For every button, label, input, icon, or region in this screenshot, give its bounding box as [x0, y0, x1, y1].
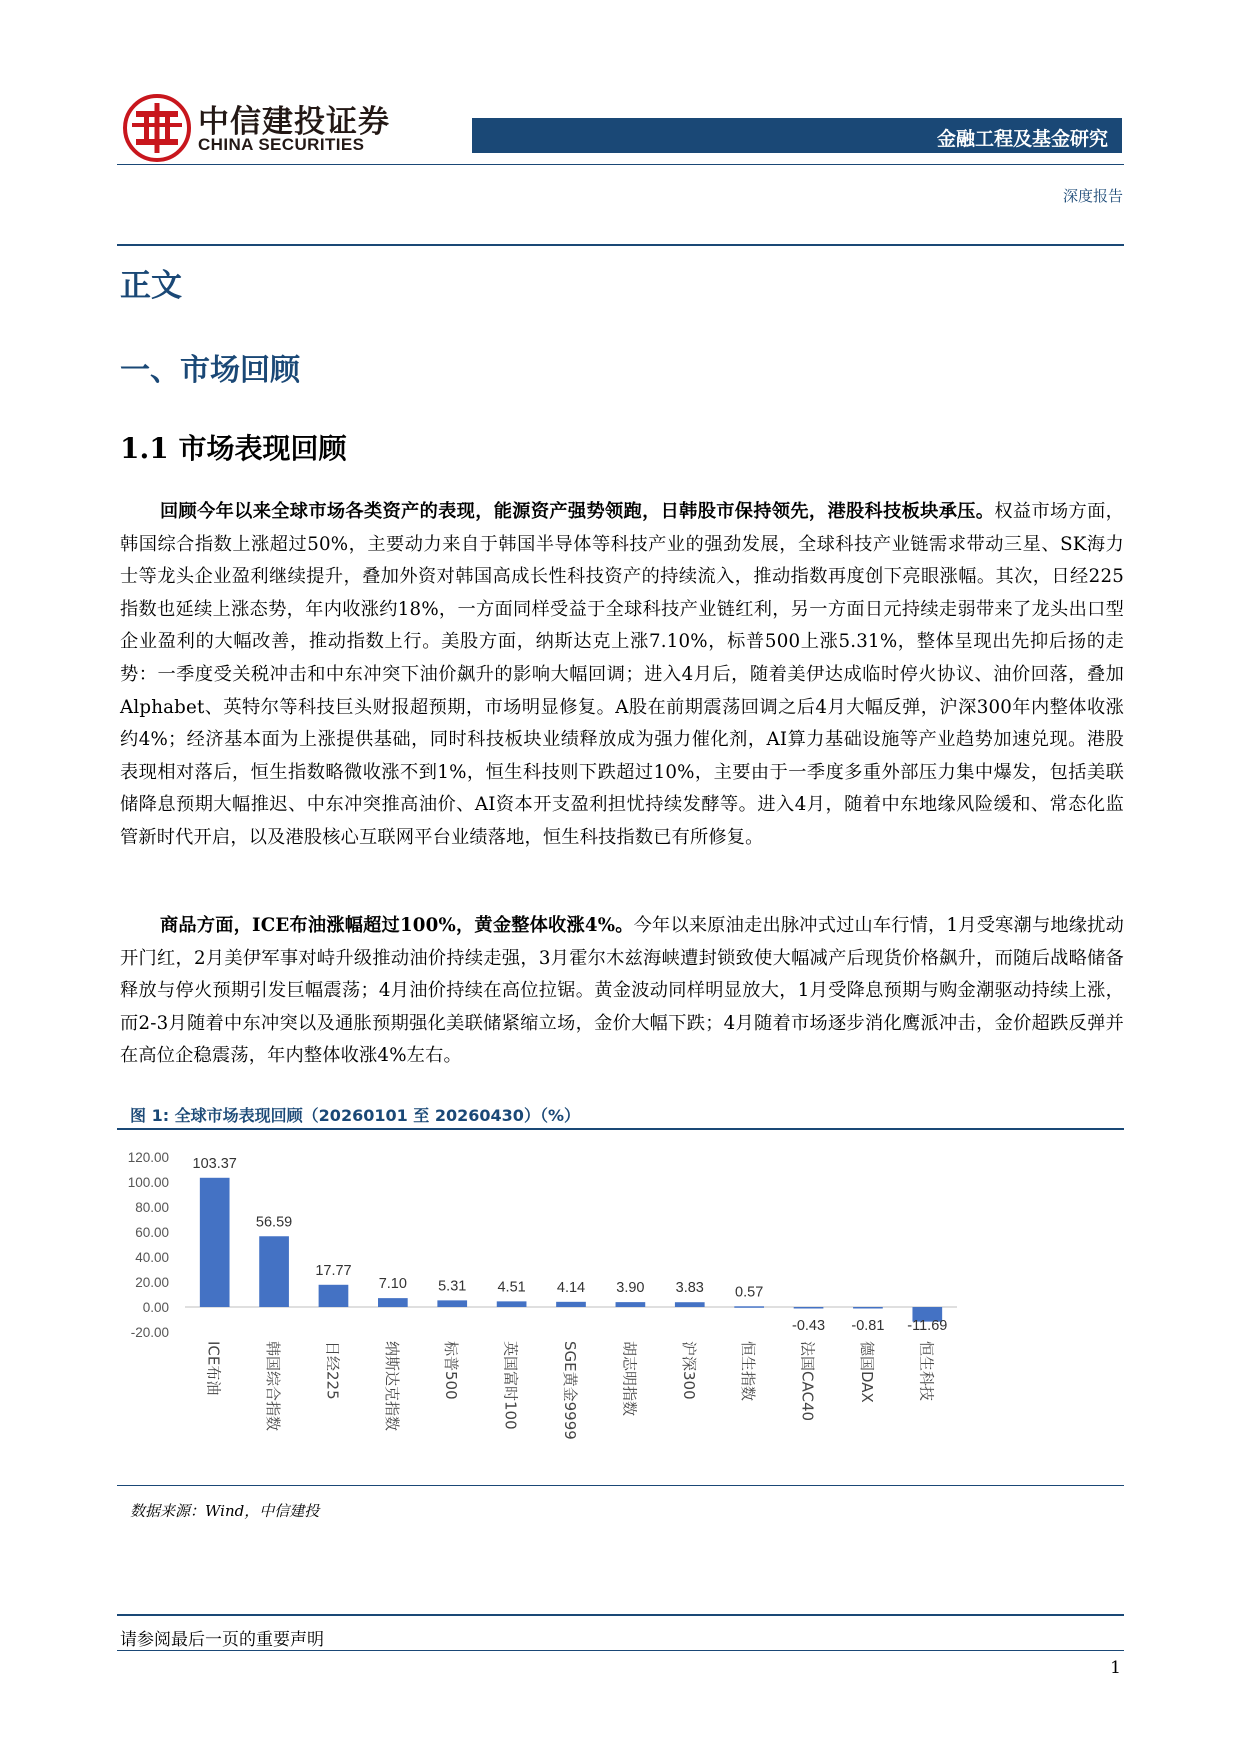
- bar: [853, 1307, 883, 1309]
- category-label: 英国富时100: [501, 1341, 520, 1430]
- paragraph-lead: 商品方面，ICE布油涨幅超过100%，黄金整体收涨4%。: [160, 915, 634, 936]
- category-label: 胡志明指数: [620, 1341, 639, 1417]
- category-label: ICE布油: [204, 1341, 223, 1396]
- category-label: 纳斯达克指数: [382, 1341, 401, 1432]
- paragraph-body: 权益市场方面，韩国综合指数上涨超过50%，主要动力来自于韩国半导体等科技产业的强劲发展，全球科技产业链需求带动三星、SK海力士等龙头企业盈利继续提升，叠加外资对韩国高成长性科技资产的持续流入，推动指数再度创下亮眼涨幅。其次，日经225指数也延续上涨态势，年内收涨约18%，一方面同样受益于全球科技产业链红利，另一方面日元持续走弱带来了龙头出口型企业盈利的大幅改善，推动指数上行。美股方面，纳斯达克上涨7.10%，标普500上涨5.31%，整体呈现出先抑后扬的走势：一季度受关税冲击和中东冲突下油价飙升的影响大幅回调；进入4月后，随着美伊达成临时停火协议、油价回落，叠加Alphabet、英特尔等科技巨头财报超预期，市场明显修复。A股在前期震荡回调之后4月大幅反弹，沪深300年内整体收涨约4%；经济基本面为上涨提供基础，同时科技板块业绩释放成为强力催化剂，AI算力基础设施等产业趋势加速兑现。港股表现相对落后，恒生指数略微收涨不到1%，恒生科技则下跌超过10%，主要由于一季度多重外部压力集中爆发，包括美联储降息预期大幅推迟、中东冲突推高油价、AI资本开支盈利担忧持续发酵等。进入4月，随着中东地缘风险缓和、常态化监管新时代开启，以及港股核心互联网平台业绩落地，恒生科技指数已有所修复。: [120, 501, 1124, 848]
- category-label: 韩国综合指数: [264, 1341, 283, 1432]
- bar: [556, 1302, 586, 1307]
- brand-name-cn: 中信建投证券: [198, 104, 390, 140]
- figure-bottom-rule: [117, 1485, 1124, 1486]
- y-tick-label: 0.00: [142, 1300, 169, 1315]
- brand-name-en: CHINA SECURITIES: [198, 135, 365, 154]
- category-label: 标普500: [442, 1341, 461, 1400]
- y-tick-label: 20.00: [135, 1275, 169, 1290]
- category-label: 沪深300: [679, 1341, 698, 1400]
- logo-icon: [122, 93, 192, 163]
- data-label: 3.90: [616, 1280, 645, 1297]
- footer-divider: [117, 1614, 1124, 1616]
- bar: [437, 1300, 467, 1307]
- bar-chart: [117, 1135, 1124, 1480]
- bar: [259, 1236, 289, 1307]
- y-tick-label: 100.00: [127, 1175, 169, 1190]
- section-heading: 一、市场回顾: [120, 353, 300, 388]
- bar: [616, 1302, 646, 1307]
- data-label: -11.69: [907, 1318, 948, 1334]
- data-source: 数据来源：Wind，中信建投: [130, 1502, 320, 1520]
- data-label: -0.81: [851, 1318, 885, 1334]
- category-label: 日经225: [323, 1341, 342, 1400]
- department-bar: [472, 118, 1122, 153]
- data-label: 103.37: [192, 1155, 237, 1172]
- disclaimer: 请参阅最后一页的重要声明: [120, 1630, 324, 1650]
- paragraph-equity: [120, 496, 1124, 855]
- category-label: 恒生科技: [917, 1341, 936, 1402]
- category-label: 法国CAC40: [798, 1341, 817, 1422]
- data-label: -0.43: [792, 1318, 826, 1334]
- paragraph-lead: 回顾今年以来全球市场各类资产的表现，能源资产强势领跑，日韩股市保持领先，港股科技板块承压。: [160, 501, 995, 522]
- paragraph-commodity: [120, 910, 1124, 1073]
- data-label: 4.51: [497, 1279, 526, 1296]
- category-label: SGE黄金9999: [561, 1341, 579, 1440]
- bar: [200, 1178, 230, 1307]
- data-label: 56.59: [255, 1214, 293, 1231]
- y-tick-label: 80.00: [135, 1200, 169, 1215]
- category-label: 恒生指数: [739, 1341, 758, 1402]
- data-label: 4.14: [556, 1279, 586, 1296]
- bar: [378, 1298, 408, 1307]
- y-tick-label: -20.00: [130, 1325, 169, 1340]
- department-label: 金融工程及基金研究: [936, 128, 1108, 150]
- bar: [497, 1301, 527, 1307]
- page-number: 1: [1110, 1658, 1121, 1678]
- y-tick-label: 120.00: [127, 1150, 169, 1165]
- paragraph-body: 今年以来原油走出脉冲式过山车行情，1月受寒潮与地缘扰动开门红，2月美伊军事对峙升级推动油价持续走强，3月霍尔木兹海峡遭封锁致使大幅减产后现货价格飙升，而随后战略储备释放与停火预期引发巨幅震荡；4月油价持续在高位拉锯。黄金波动同样明显放大，1月受降息预期与购金潮驱动持续上涨，而2-3月随着中东冲突以及通胀预期强化美联储紧缩立场，金价大幅下跌；4月随着市场逐步消化鹰派冲击，金价超跌反弹并在高位企稳震荡，年内整体收涨4%左右。: [120, 915, 1124, 1067]
- bar: [734, 1306, 764, 1308]
- y-tick-label: 40.00: [135, 1250, 169, 1265]
- bar: [794, 1307, 824, 1309]
- category-label: 德国DAX: [857, 1341, 876, 1403]
- data-label: 7.10: [378, 1276, 407, 1293]
- header-divider: [117, 164, 1124, 165]
- data-label: 17.77: [315, 1262, 352, 1279]
- bar: [675, 1302, 705, 1307]
- report-type: 深度报告: [1062, 187, 1123, 205]
- data-label: 0.57: [735, 1284, 764, 1301]
- footer-divider-lower: [117, 1650, 1124, 1651]
- figure-top-rule: [117, 1128, 1124, 1130]
- content-divider: [117, 244, 1124, 246]
- bar: [319, 1285, 349, 1307]
- subsection-heading: 1.1 市场表现回顾: [120, 432, 347, 465]
- data-label: 3.83: [675, 1280, 704, 1297]
- y-tick-label: 60.00: [135, 1225, 169, 1240]
- figure-caption: 图 1: 全球市场表现回顾（20260101 至 20260430）（%）: [130, 1106, 580, 1125]
- main-heading: 正文: [120, 268, 182, 304]
- data-label: 5.31: [438, 1278, 467, 1295]
